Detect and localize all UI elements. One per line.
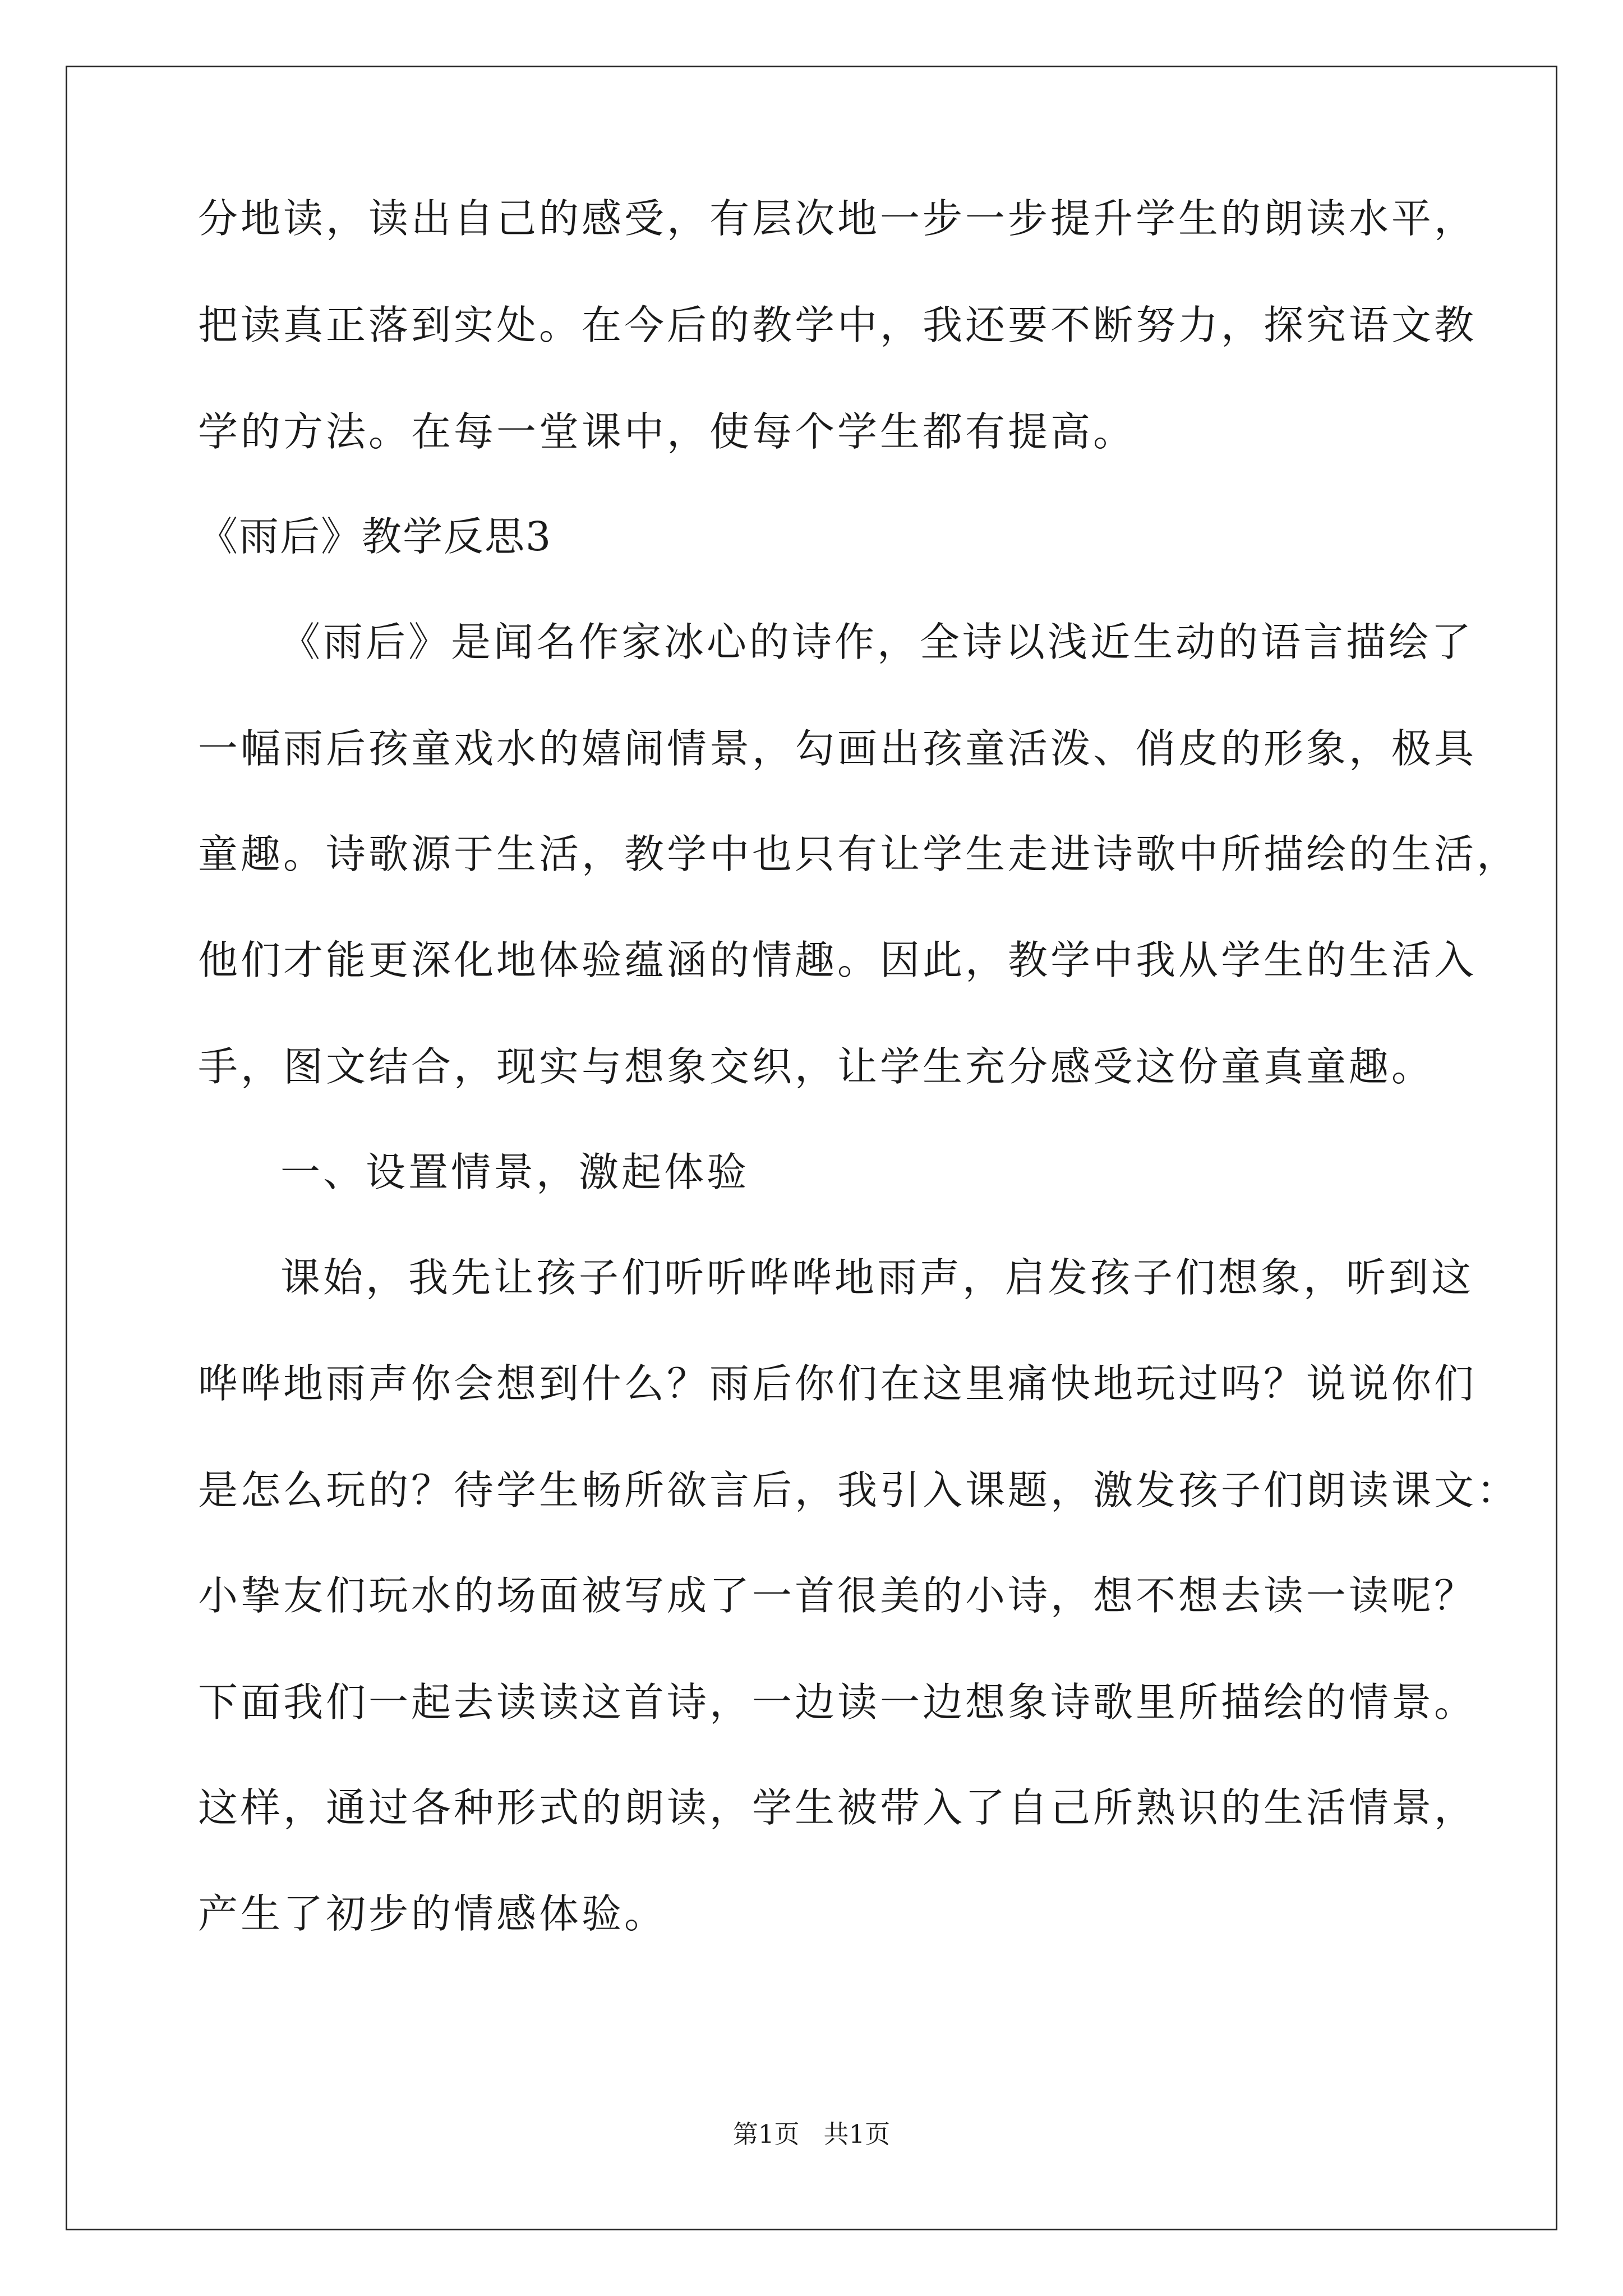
text-line: 这样，通过各种形式的朗读，学生被带入了自己所熟识的生活情景， xyxy=(198,1784,1477,1831)
paragraph-first-line: 课始，我先让孩子们听听哗哗地雨声，启发孩子们想象，听到这 xyxy=(280,1254,1474,1301)
text-line: 童趣。诗歌源于生活，教学中也只有让学生走进诗歌中所描绘的生活， xyxy=(198,831,1520,877)
page-number: 第1页 共1页 xyxy=(732,2119,891,2149)
section-heading: 《雨后》教学反思3 xyxy=(198,513,552,560)
text-line: 分地读，读出自己的感受，有层次地一步一步提升学生的朗读水平， xyxy=(198,195,1477,242)
text-line: 是怎么玩的？待学生畅所欲言后，我引入课题，激发孩子们朗读课文： xyxy=(198,1467,1520,1513)
subheading: 一、设置情景，激起体验 xyxy=(280,1149,750,1195)
text-line: 一幅雨后孩童戏水的嬉闹情景，勾画出孩童活泼、俏皮的形象，极具 xyxy=(198,725,1477,772)
text-line: 把读真正落到实处。在今后的教学中，我还要不断努力，探究语文教 xyxy=(198,302,1477,348)
text-line: 下面我们一起去读读这首诗，一边读一边想象诗歌里所描绘的情景。 xyxy=(198,1679,1477,1726)
paragraph-first-line: 《雨后》是闻名作家冰心的诗作，全诗以浅近生动的语言描绘了 xyxy=(280,619,1474,665)
text-line: 产生了初步的情感体验。 xyxy=(198,1890,667,1937)
text-line: 他们才能更深化地体验蕴涵的情趣。因此，教学中我从学生的生活入 xyxy=(198,937,1477,983)
text-line: 哗哗地雨声你会想到什么？雨后你们在这里痛快地玩过吗？说说你们 xyxy=(198,1360,1477,1407)
text-line: 手，图文结合，现实与想象交织，让学生充分感受这份童真童趣。 xyxy=(198,1043,1435,1090)
text-line: 小挚友们玩水的场面被写成了一首很美的小诗，想不想去读一读呢？ xyxy=(198,1572,1477,1619)
text-line: 学的方法。在每一堂课中，使每个学生都有提高。 xyxy=(198,408,1136,455)
